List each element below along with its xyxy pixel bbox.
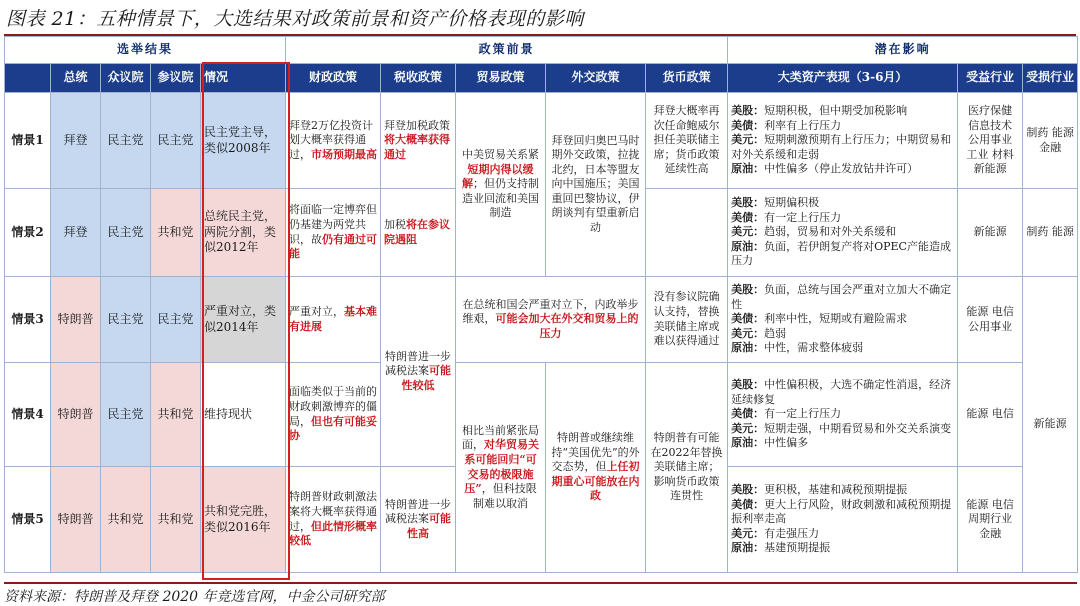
scenario-label: 情景1 (5, 93, 51, 189)
header-assets: 大类资产表现（3-6月） (728, 64, 958, 93)
assets-cell (728, 189, 958, 277)
senate-cell: 共和党 (151, 189, 201, 277)
beneficiary-cell: 能源 电信 (958, 363, 1023, 467)
scenario-label: 情景2 (5, 189, 51, 277)
tax-cell (381, 189, 456, 277)
asset-line: 美股：负面，总统与国会严重对立加大不确定性 (731, 283, 952, 311)
foreign-cell-merged (546, 363, 646, 573)
assets-cell (728, 93, 958, 189)
foreign-highlight: 上任初期重心可能放在内政 (551, 460, 640, 503)
foreign-text: 特朗普或继续维持“美国优先”的外交态势，但 (551, 431, 640, 474)
trade-text: 相比当前紧张局面， (462, 423, 540, 452)
trade-text: 中美贸易关系紧 (462, 148, 540, 162)
asset-line: 美债：有一定上行压力 (731, 210, 842, 224)
asset-line: 美股：短期积极，但中期受加税影响 (731, 104, 908, 118)
monetary-cell: 拜登大概率再次任命鲍威尔担任美联储主席；货币政策延续性高 (646, 93, 728, 189)
fiscal-cell (286, 277, 381, 363)
tax-highlight: 可能性高 (407, 512, 452, 540)
situation-cell: 严重对立，类似2014年 (201, 277, 286, 363)
trade-highlight: 对华贸易关系可能回归“可交易的极限施压” (464, 438, 540, 496)
tax-highlight: 将在参议院遇阻 (384, 217, 451, 246)
president-cell: 特朗普 (51, 363, 101, 467)
group-header-row (5, 37, 1078, 64)
asset-line: 美债：利率有上行压力 (731, 118, 842, 132)
table-row-scenario1 (5, 93, 1078, 189)
trade-text-2: ；但仍支持制造业回流和美国制造 (462, 177, 540, 220)
asset-line: 美股：更积极，基建和减税预期提振 (731, 483, 908, 497)
damaged-cell: 制药 能源 金融 (1023, 93, 1078, 189)
asset-line: 美股：短期偏积极 (731, 196, 820, 210)
monetary-cell (646, 189, 728, 277)
situation-cell: 民主党主导，类似2008年 (201, 93, 286, 189)
fiscal-text: 将面临一定博弈但仍基建为两党共识，故 (289, 203, 378, 246)
scenario-label: 情景4 (5, 363, 51, 467)
senate-cell: 共和党 (151, 467, 201, 573)
senate-cell: 民主党 (151, 277, 201, 363)
scenario-table (4, 36, 1078, 573)
trade-foreign-cell-merged (456, 277, 646, 363)
fiscal-highlight: 仍有通过可能 (289, 232, 378, 261)
damaged-cell-merged: 新能源 (1023, 277, 1078, 573)
header-house: 众议院 (101, 64, 151, 93)
president-cell: 拜登 (51, 93, 101, 189)
tax-text: 特朗普进一步减税法案 (385, 349, 452, 378)
tax-text: 拜登加税政策 (384, 118, 451, 132)
asset-line: 原油：基建预期提振 (731, 541, 831, 555)
source-note: 资料来源：特朗普及拜登 2020 年竞选官网，中金公司研究部 (4, 582, 1077, 606)
asset-line: 美元：短期走强，中期看贸易和外交关系演变 (731, 421, 952, 435)
header-foreign: 外交政策 (546, 64, 646, 93)
header-trade: 贸易政策 (456, 64, 546, 93)
house-cell: 民主党 (101, 189, 151, 277)
figure-title-bar (4, 2, 1076, 36)
asset-line: 美债：有一定上行压力 (731, 407, 842, 421)
fiscal-highlight: 市场预期最高 (311, 147, 378, 161)
situation-cell: 总统民主党，两院分割，类似2012年 (201, 189, 286, 277)
asset-line: 美元：短期刺激预期有上行压力；中期贸易和对外关系缓和走弱 (731, 133, 952, 161)
header-senate: 参议院 (151, 64, 201, 93)
house-cell: 共和党 (101, 467, 151, 573)
header-tax: 税收政策 (381, 64, 456, 93)
president-cell: 特朗普 (51, 467, 101, 573)
column-header-row (5, 64, 1078, 93)
beneficiary-cell: 能源 电信 周期行业 金融 (958, 467, 1023, 573)
house-cell: 民主党 (101, 363, 151, 467)
fiscal-cell (286, 363, 381, 467)
damaged-cell: 制药 能源 (1023, 189, 1078, 277)
tax-cell (381, 93, 456, 189)
scenario-label: 情景5 (5, 467, 51, 573)
trade-highlight: 短期内得以缓解 (462, 162, 534, 191)
header-fiscal: 财政政策 (286, 64, 381, 93)
asset-line: 美股：中性偏积极，大选不确定性消退，经济延续修复 (731, 378, 952, 406)
tax-highlight: 将大概率获得通过 (384, 133, 451, 161)
tax-cell-merged (381, 277, 456, 467)
tax-cell (381, 467, 456, 573)
monetary-cell-merged: 特朗普有可能在2022年替换美联储主席；影响货币政策连贯性 (646, 363, 728, 573)
tax-text: 加税 (384, 217, 407, 231)
assets-cell (728, 363, 958, 467)
asset-line: 美债：利率中性，短期或有避险需求 (731, 312, 908, 326)
header-damaged: 受损行业 (1023, 64, 1078, 93)
fiscal-cell (286, 467, 381, 573)
asset-line: 美元：趋弱，贸易和对外关系缓和 (731, 225, 897, 239)
scenario-label: 情景3 (5, 277, 51, 363)
fiscal-cell (286, 93, 381, 189)
table-row-scenario4 (5, 363, 1078, 467)
figure-title: 图表 21：五种情景下，大选结果对政策前景和资产价格表现的影响 (6, 8, 584, 30)
fiscal-highlight: 基本难有进展 (289, 304, 378, 333)
assets-cell (728, 277, 958, 363)
header-beneficiary: 受益行业 (958, 64, 1023, 93)
trade-foreign-highlight: 可能会加大在外交和贸易上的压力 (495, 312, 639, 340)
fiscal-highlight: 但此情形概率较低 (289, 519, 378, 548)
fiscal-text: 严重对立， (289, 304, 345, 318)
foreign-cell-merged: 拜登回归奥巴马时期外交政策，拉拢北约，日本等盟友向中国施压；美国重回巴黎协议，伊朗谈判有望重新启动 (546, 93, 646, 277)
header-monetary: 货币政策 (646, 64, 728, 93)
situation-cell: 共和党完胜，类似2016年 (201, 467, 286, 573)
asset-line: 美元：趋弱 (731, 326, 787, 340)
beneficiary-cell: 新能源 (958, 189, 1023, 277)
beneficiary-cell: 医疗保健 信息技术 公用事业 工业 材料 新能源 (958, 93, 1023, 189)
president-cell: 拜登 (51, 189, 101, 277)
house-cell: 民主党 (101, 277, 151, 363)
fiscal-cell (286, 189, 381, 277)
tax-highlight: 可能性较低 (401, 364, 452, 392)
table-row-scenario3 (5, 277, 1078, 363)
fiscal-text: 面临类似于当前的财政刺激博弈的僵局， (289, 385, 378, 428)
asset-line: 原油：中性偏多（停止发放钻井许可） (731, 162, 919, 176)
president-cell: 特朗普 (51, 277, 101, 363)
header-blank (5, 64, 51, 93)
house-cell: 民主党 (101, 93, 151, 189)
header-president: 总统 (51, 64, 101, 93)
asset-line: 原油：中性，需求整体疲弱 (731, 341, 864, 355)
trade-text-2: ，但科技限制难以取消 (473, 482, 537, 510)
senate-cell: 共和党 (151, 363, 201, 467)
asset-line: 美元：有走强压力 (731, 526, 820, 540)
asset-line: 美债：更大上行风险，财政刺激和减税预期提振利率走高 (731, 497, 952, 526)
asset-line: 原油：中性偏多 (731, 436, 809, 450)
tax-text: 特朗普进一步减税法案 (385, 497, 452, 526)
group-impact: 潜在影响 (728, 37, 1078, 64)
header-situation: 情况 (201, 64, 286, 93)
fiscal-text: 特朗普财政刺激法案将大概率获得通过， (289, 490, 378, 533)
fiscal-highlight: 但也有可能妥协 (289, 414, 378, 443)
fiscal-text: 拜登2万亿投资计划大概率获得通过， (289, 118, 374, 161)
group-election: 选举结果 (5, 37, 286, 64)
situation-cell: 维持现状 (201, 363, 286, 467)
assets-cell (728, 467, 958, 573)
trade-cell-merged (456, 363, 546, 573)
trade-foreign-text: 在总统和国会严重对立下，内政举步维艰， (462, 297, 639, 326)
group-policy: 政策前景 (286, 37, 728, 64)
monetary-cell: 没有参议院确认支持，替换美联储主席或难以获得通过 (646, 277, 728, 363)
asset-line: 原油：负面，若伊朗复产将对OPEC产能造成压力 (731, 239, 951, 268)
senate-cell: 民主党 (151, 93, 201, 189)
beneficiary-cell: 能源 电信 公用事业 (958, 277, 1023, 363)
trade-cell-merged (456, 93, 546, 277)
